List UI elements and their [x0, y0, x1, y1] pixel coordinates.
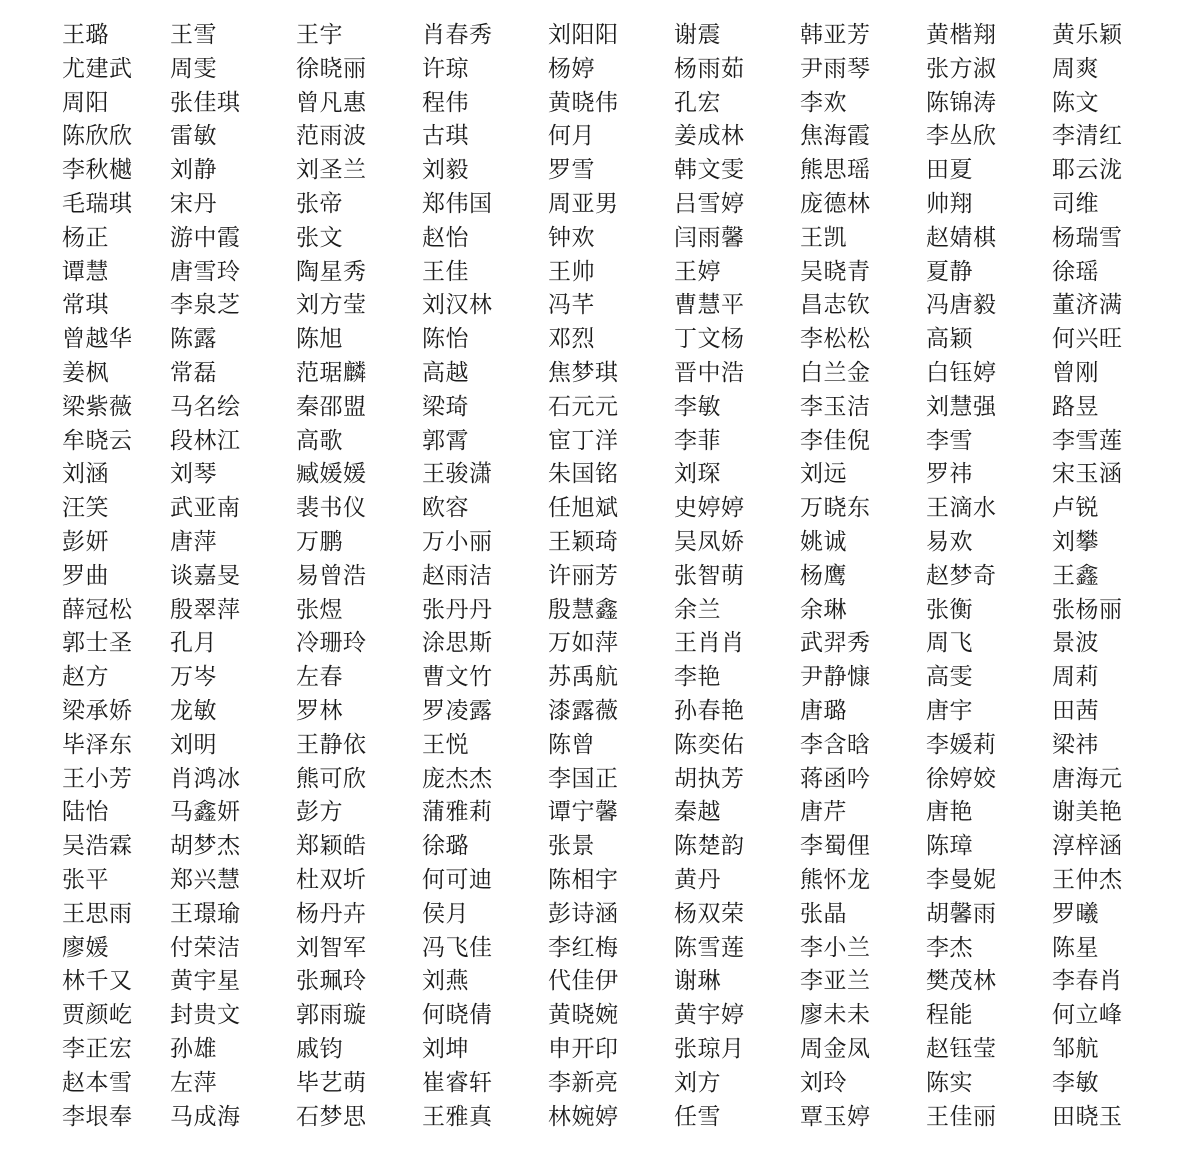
- name-cell: 孔宏: [674, 89, 721, 116]
- name-cell: 周莉: [1052, 664, 1099, 691]
- name-cell: 韩亚芳: [800, 22, 871, 48]
- name-cell: 杨丹卉: [296, 900, 367, 927]
- name-cell: 董济满: [1052, 292, 1123, 319]
- name-cell: 冷珊玲: [296, 630, 367, 657]
- name-cell: 马成海: [170, 1103, 241, 1130]
- name-cell: 杨双荣: [674, 900, 745, 927]
- name-cell: 贾颜屹: [62, 1002, 133, 1029]
- name-cell: 任旭斌: [548, 495, 619, 522]
- name-cell: 秦邵盟: [296, 393, 367, 420]
- name-cell: 李艳: [674, 664, 721, 691]
- name-cell: 任雪: [674, 1103, 721, 1130]
- name-cell: 王佳丽: [926, 1103, 997, 1130]
- name-cell: 蒲雅莉: [422, 799, 493, 826]
- name-cell: 武亚南: [170, 495, 241, 522]
- name-cell: 张佳琪: [170, 89, 241, 116]
- name-cell: 古琪: [422, 123, 469, 150]
- name-cell: 程能: [926, 1002, 973, 1029]
- name-cell: 郑颖皓: [296, 833, 367, 860]
- name-cell: 吴浩霖: [62, 833, 133, 860]
- name-cell: 张帝: [296, 190, 343, 217]
- name-cell: 赵本雪: [62, 1069, 133, 1096]
- name-cell: 焦海霞: [800, 123, 871, 150]
- name-cell: 秦越: [674, 799, 721, 826]
- name-cell: 崔睿轩: [422, 1069, 493, 1096]
- name-cell: 石元元: [548, 393, 619, 420]
- name-cell: 武羿秀: [800, 630, 871, 657]
- name-cell: 李清红: [1052, 123, 1123, 150]
- name-cell: 唐艳: [926, 799, 973, 826]
- name-cell: 赵怡: [422, 224, 469, 251]
- name-cell: 王佳: [422, 258, 469, 285]
- name-cell: 徐婷姣: [926, 765, 997, 792]
- name-cell: 张衡: [926, 596, 973, 623]
- name-cell: 高雯: [926, 664, 973, 691]
- name-cell: 郑兴慧: [170, 866, 241, 893]
- name-cell: 范雨波: [296, 123, 367, 150]
- name-cell: 张琼月: [674, 1035, 745, 1062]
- name-cell: 谢震: [674, 22, 721, 48]
- name-cell: 李亚兰: [800, 968, 871, 995]
- name-cell: 谭宁馨: [548, 799, 619, 826]
- name-cell: 宋丹: [170, 190, 217, 217]
- name-cell: 唐雪玲: [170, 258, 241, 285]
- name-cell: 苏禹航: [548, 664, 619, 691]
- name-cell: 郭霄: [422, 427, 469, 454]
- name-cell: 左萍: [170, 1069, 217, 1096]
- name-cell: 易欢: [926, 528, 973, 555]
- name-cell: 黄楷翔: [926, 22, 997, 48]
- name-cell: 梁紫薇: [62, 393, 133, 420]
- name-cell: 黄宇婷: [674, 1002, 745, 1029]
- name-cell: 宋玉涵: [1052, 461, 1123, 488]
- name-cell: 杨鹰: [800, 562, 847, 589]
- name-cell: 李春肖: [1052, 968, 1123, 995]
- name-cell: 许丽芳: [548, 562, 619, 589]
- name-cell: 王骏潇: [422, 461, 493, 488]
- name-cell: 刘攀: [1052, 528, 1099, 555]
- name-cell: 王雪: [170, 22, 217, 48]
- name-cell: 张珮玲: [296, 968, 367, 995]
- name-cell: 赵婧棋: [926, 224, 997, 251]
- name-cell: 李媛莉: [926, 731, 997, 758]
- name-cell: 万鹏: [296, 528, 343, 555]
- name-cell: 曹文竹: [422, 664, 493, 691]
- name-cell: 陈实: [926, 1069, 973, 1096]
- name-cell: 刘琛: [674, 461, 721, 488]
- name-cell: 刘静: [170, 157, 217, 184]
- name-cell: 廖媛: [62, 934, 109, 961]
- name-cell: 侯月: [422, 900, 469, 927]
- name-cell: 晋中浩: [674, 359, 745, 386]
- name-cell: 刘方莹: [296, 292, 367, 319]
- name-cell: 王颖琦: [548, 528, 619, 555]
- name-cell: 陈曾: [548, 731, 595, 758]
- name-cell: 何晓倩: [422, 1002, 493, 1029]
- name-cell: 付荣洁: [170, 934, 241, 961]
- name-cell: 赵雨洁: [422, 562, 493, 589]
- name-cell: 曾越华: [62, 326, 133, 353]
- name-cell: 何兴旺: [1052, 326, 1123, 353]
- name-cell: 申开印: [548, 1035, 619, 1062]
- name-cell: 徐瑶: [1052, 258, 1099, 285]
- name-cell: 李垠奉: [62, 1103, 133, 1130]
- name-cell: 刘涵: [62, 461, 109, 488]
- name-cell: 漆露薇: [548, 697, 619, 724]
- name-cell: 刘远: [800, 461, 847, 488]
- name-cell: 田茜: [1052, 697, 1099, 724]
- name-cell: 李曼妮: [926, 866, 997, 893]
- name-cell: 马名绘: [170, 393, 241, 420]
- name-cell: 陈奕佑: [674, 731, 745, 758]
- name-cell: 胡馨雨: [926, 900, 997, 927]
- name-cell: 刘玲: [800, 1069, 847, 1096]
- name-cell: 罗林: [296, 697, 343, 724]
- name-cell: 司维: [1052, 190, 1099, 217]
- name-cell: 庞杰杰: [422, 765, 493, 792]
- name-cell: 段林江: [170, 427, 241, 454]
- name-cell: 覃玉婷: [800, 1103, 871, 1130]
- name-cell: 王璟瑜: [170, 900, 241, 927]
- name-cell: 丁文杨: [674, 326, 745, 353]
- name-cell: 刘燕: [422, 968, 469, 995]
- name-cell: 游中霞: [170, 224, 241, 251]
- name-cell: 梁祎: [1052, 731, 1099, 758]
- name-cell: 王悦: [422, 731, 469, 758]
- name-cell: 王静依: [296, 731, 367, 758]
- name-cell: 常琪: [62, 292, 109, 319]
- name-cell: 李红梅: [548, 934, 619, 961]
- name-cell: 罗祎: [926, 461, 973, 488]
- name-cell: 戚钧: [296, 1035, 343, 1062]
- name-cell: 黄乐颖: [1052, 22, 1123, 48]
- name-cell: 谢美艳: [1052, 799, 1123, 826]
- name-cell: 吴凤娇: [674, 528, 745, 555]
- name-cell: 唐萍: [170, 528, 217, 555]
- name-cell: 李雪莲: [1052, 427, 1123, 454]
- name-cell: 李正宏: [62, 1035, 133, 1062]
- name-cell: 涂思斯: [422, 630, 493, 657]
- name-cell: 殷翠萍: [170, 596, 241, 623]
- name-cell: 何可迪: [422, 866, 493, 893]
- name-cell: 林婉婷: [548, 1103, 619, 1130]
- name-cell: 陆怡: [62, 799, 109, 826]
- name-cell: 李蜀俚: [800, 833, 871, 860]
- name-cell: 庞德林: [800, 190, 871, 217]
- name-cell: 韩文雯: [674, 157, 745, 184]
- name-cell: 冯唐毅: [926, 292, 997, 319]
- name-cell: 李含晗: [800, 731, 871, 758]
- name-cell: 封贵文: [170, 1002, 241, 1029]
- name-cell: 陈楚韵: [674, 833, 745, 860]
- name-cell: 周阳: [62, 89, 109, 116]
- name-cell: 陈露: [170, 326, 217, 353]
- name-cell: 廖未未: [800, 1002, 871, 1029]
- name-cell: 裴书仪: [296, 495, 367, 522]
- name-cell: 谈嘉旻: [170, 562, 241, 589]
- name-cell: 臧媛媛: [296, 461, 367, 488]
- name-cell: 蒋函吟: [800, 765, 871, 792]
- name-cell: 帅翔: [926, 190, 973, 217]
- name-cell: 王思雨: [62, 900, 133, 927]
- name-cell: 易曾浩: [296, 562, 367, 589]
- name-cell: 李小兰: [800, 934, 871, 961]
- name-cell: 景波: [1052, 630, 1099, 657]
- name-cell: 淳梓涵: [1052, 833, 1123, 860]
- name-cell: 刘坤: [422, 1035, 469, 1062]
- name-cell: 余兰: [674, 596, 721, 623]
- name-cell: 刘方: [674, 1069, 721, 1096]
- name-cell: 万小丽: [422, 528, 493, 555]
- name-cell: 李敏: [1052, 1069, 1099, 1096]
- name-cell: 陈相宇: [548, 866, 619, 893]
- name-cell: 陈璋: [926, 833, 973, 860]
- name-cell: 代佳伊: [548, 968, 619, 995]
- name-cell: 赵梦奇: [926, 562, 997, 589]
- name-cell: 张杨丽: [1052, 596, 1123, 623]
- name-cell: 梁承娇: [62, 697, 133, 724]
- name-cell: 杨雨茹: [674, 55, 745, 82]
- name-cell: 马鑫妍: [170, 799, 241, 826]
- name-cell: 王雅真: [422, 1103, 493, 1130]
- name-cell: 吴晓青: [800, 258, 871, 285]
- name-cell: 李新亮: [548, 1069, 619, 1096]
- name-cell: 曾凡惠: [296, 89, 367, 116]
- name-cell: 刘圣兰: [296, 157, 367, 184]
- name-cell: 牟晓云: [62, 427, 133, 454]
- name-cell: 刘慧强: [926, 393, 997, 420]
- name-cell: 熊思瑶: [800, 157, 871, 184]
- name-cell: 张晶: [800, 900, 847, 927]
- name-cell: 万晓东: [800, 495, 871, 522]
- name-cell: 王滴水: [926, 495, 997, 522]
- name-cell: 万岑: [170, 664, 217, 691]
- name-cell: 陈星: [1052, 934, 1099, 961]
- name-cell: 常磊: [170, 359, 217, 386]
- name-cell: 李秋樾: [62, 157, 133, 184]
- name-cell: 耶云泷: [1052, 157, 1123, 184]
- name-cell: 万如萍: [548, 630, 619, 657]
- name-cell: 郭士圣: [62, 630, 133, 657]
- name-cell: 徐璐: [422, 833, 469, 860]
- name-cell: 石梦思: [296, 1103, 367, 1130]
- name-cell: 夏静: [926, 258, 973, 285]
- name-cell: 路昱: [1052, 393, 1099, 420]
- name-cell: 朱国铭: [548, 461, 619, 488]
- name-cell: 黄晓婉: [548, 1002, 619, 1029]
- name-cell: 孔月: [170, 630, 217, 657]
- name-cell: 陈欣欣: [62, 123, 133, 150]
- name-cell: 罗凌露: [422, 697, 493, 724]
- name-cell: 王璐: [62, 22, 109, 48]
- name-cell: 王婷: [674, 258, 721, 285]
- name-cell: 胡梦杰: [170, 833, 241, 860]
- name-cell: 王仲杰: [1052, 866, 1123, 893]
- name-cell: 周金凤: [800, 1035, 871, 1062]
- name-cell: 何立峰: [1052, 1002, 1123, 1029]
- name-cell: 赵钰莹: [926, 1035, 997, 1062]
- name-cell: 罗曦: [1052, 900, 1099, 927]
- name-cell: 雷敏: [170, 123, 217, 150]
- name-cell: 毕泽东: [62, 731, 133, 758]
- name-cell: 史婷婷: [674, 495, 745, 522]
- name-cell: 杨瑞雪: [1052, 224, 1123, 251]
- name-cell: 许琼: [422, 55, 469, 82]
- name-cell: 钟欢: [548, 224, 595, 251]
- name-cell: 张智萌: [674, 562, 745, 589]
- name-cell: 陈文: [1052, 89, 1099, 116]
- name-cell: 唐璐: [800, 697, 847, 724]
- name-cell: 曾刚: [1052, 359, 1099, 386]
- name-cell: 肖鸿冰: [170, 765, 241, 792]
- name-cell: 邹航: [1052, 1035, 1099, 1062]
- name-cell: 王帅: [548, 258, 595, 285]
- name-cell: 尹静慷: [800, 664, 871, 691]
- name-cell: 樊茂林: [926, 968, 997, 995]
- name-cell: 卢锐: [1052, 495, 1099, 522]
- name-cell: 黄丹: [674, 866, 721, 893]
- name-cell: 李玉洁: [800, 393, 871, 420]
- name-cell: 张丹丹: [422, 596, 493, 623]
- name-cell: 曹慧平: [674, 292, 745, 319]
- name-cell: 郭雨璇: [296, 1002, 367, 1029]
- name-cell: 何月: [548, 123, 595, 150]
- name-cell: 刘琴: [170, 461, 217, 488]
- name-cell: 姚诚: [800, 528, 847, 555]
- name-cell: 李松松: [800, 326, 871, 353]
- name-cell: 刘智军: [296, 934, 367, 961]
- name-cell: 王小芳: [62, 765, 133, 792]
- name-cell: 张景: [548, 833, 595, 860]
- name-cell: 焦梦琪: [548, 359, 619, 386]
- name-cell: 陶星秀: [296, 258, 367, 285]
- name-cell: 周亚男: [548, 190, 619, 217]
- name-cell: 黄晓伟: [548, 89, 619, 116]
- name-cell: 谢琳: [674, 968, 721, 995]
- name-cell: 刘汉林: [422, 292, 493, 319]
- name-cell: 闫雨馨: [674, 224, 745, 251]
- name-cell: 陈旭: [296, 326, 343, 353]
- name-cell: 罗曲: [62, 562, 109, 589]
- name-cell: 高歌: [296, 427, 343, 454]
- name-cell: 郑伟国: [422, 190, 493, 217]
- name-cell: 陈雪莲: [674, 934, 745, 961]
- name-cell: 白钰婷: [926, 359, 997, 386]
- name-cell: 吕雪婷: [674, 190, 745, 217]
- name-grid: [62, 19, 1142, 1134]
- name-cell: 欧容: [422, 495, 469, 522]
- name-cell: 范琚麟: [296, 359, 367, 386]
- name-cell: 刘毅: [422, 157, 469, 184]
- name-cell: 周爽: [1052, 55, 1099, 82]
- name-cell: 姜枫: [62, 359, 109, 386]
- name-cell: 高越: [422, 359, 469, 386]
- name-cell: 李雪: [926, 427, 973, 454]
- name-cell: 李杰: [926, 934, 973, 961]
- name-cell: 胡执芳: [674, 765, 745, 792]
- name-cell: 熊怀龙: [800, 866, 871, 893]
- name-cell: 李佳倪: [800, 427, 871, 454]
- name-cell: 田晓玉: [1052, 1103, 1123, 1130]
- name-cell: 龙敏: [170, 697, 217, 724]
- name-cell: 唐宇: [926, 697, 973, 724]
- name-cell: 罗雪: [548, 157, 595, 184]
- name-cell: 周飞: [926, 630, 973, 657]
- name-cell: 李丛欣: [926, 123, 997, 150]
- name-cell: 姜成林: [674, 123, 745, 150]
- name-cell: 陈怡: [422, 326, 469, 353]
- name-cell: 林千又: [62, 968, 133, 995]
- name-cell: 唐芹: [800, 799, 847, 826]
- name-cell: 冯飞佳: [422, 934, 493, 961]
- name-cell: 尹雨琴: [800, 55, 871, 82]
- name-cell: 刘阳阳: [548, 22, 619, 48]
- name-cell: 王宇: [296, 22, 343, 48]
- name-cell: 彭方: [296, 799, 343, 826]
- name-cell: 杨婷: [548, 55, 595, 82]
- name-cell: 程伟: [422, 89, 469, 116]
- name-cell: 肖春秀: [422, 22, 493, 48]
- name-cell: 宦丁洋: [548, 427, 619, 454]
- name-cell: 冯芊: [548, 292, 595, 319]
- name-cell: 周雯: [170, 55, 217, 82]
- name-cell: 邓烈: [548, 326, 595, 353]
- name-cell: 梁琦: [422, 393, 469, 420]
- name-cell: 杜双圻: [296, 866, 367, 893]
- name-cell: 陈锦涛: [926, 89, 997, 116]
- name-cell: 高颖: [926, 326, 973, 353]
- name-cell: 张平: [62, 866, 109, 893]
- name-cell: 熊可欣: [296, 765, 367, 792]
- name-cell: 徐晓丽: [296, 55, 367, 82]
- name-cell: 彭诗涵: [548, 900, 619, 927]
- name-cell: 赵方: [62, 664, 109, 691]
- name-cell: 毕艺萌: [296, 1069, 367, 1096]
- name-cell: 王鑫: [1052, 562, 1099, 589]
- name-cell: 孙雄: [170, 1035, 217, 1062]
- name-cell: 李敏: [674, 393, 721, 420]
- name-cell: 李欢: [800, 89, 847, 116]
- name-cell: 张文: [296, 224, 343, 251]
- name-cell: 毛瑞琪: [62, 190, 133, 217]
- name-cell: 白兰金: [800, 359, 871, 386]
- name-cell: 唐海元: [1052, 765, 1123, 792]
- name-cell: 刘明: [170, 731, 217, 758]
- name-cell: 李国正: [548, 765, 619, 792]
- name-cell: 殷慧鑫: [548, 596, 619, 623]
- name-cell: 孙春艳: [674, 697, 745, 724]
- name-cell: 李泉芝: [170, 292, 241, 319]
- name-cell: 彭妍: [62, 528, 109, 555]
- name-cell: 余琳: [800, 596, 847, 623]
- name-cell: 杨正: [62, 224, 109, 251]
- name-cell: 薛冠松: [62, 596, 133, 623]
- name-cell: 王凯: [800, 224, 847, 251]
- name-cell: 尤建武: [62, 55, 133, 82]
- name-cell: 王肖肖: [674, 630, 745, 657]
- name-cell: 汪笑: [62, 495, 109, 522]
- name-cell: 张方淑: [926, 55, 997, 82]
- name-cell: 李菲: [674, 427, 721, 454]
- name-cell: 昌志钦: [800, 292, 871, 319]
- name-cell: 左春: [296, 664, 343, 691]
- name-cell: 谭慧: [62, 258, 109, 285]
- name-cell: 张煜: [296, 596, 343, 623]
- name-cell: 田夏: [926, 157, 973, 184]
- name-cell: 黄宇星: [170, 968, 241, 995]
